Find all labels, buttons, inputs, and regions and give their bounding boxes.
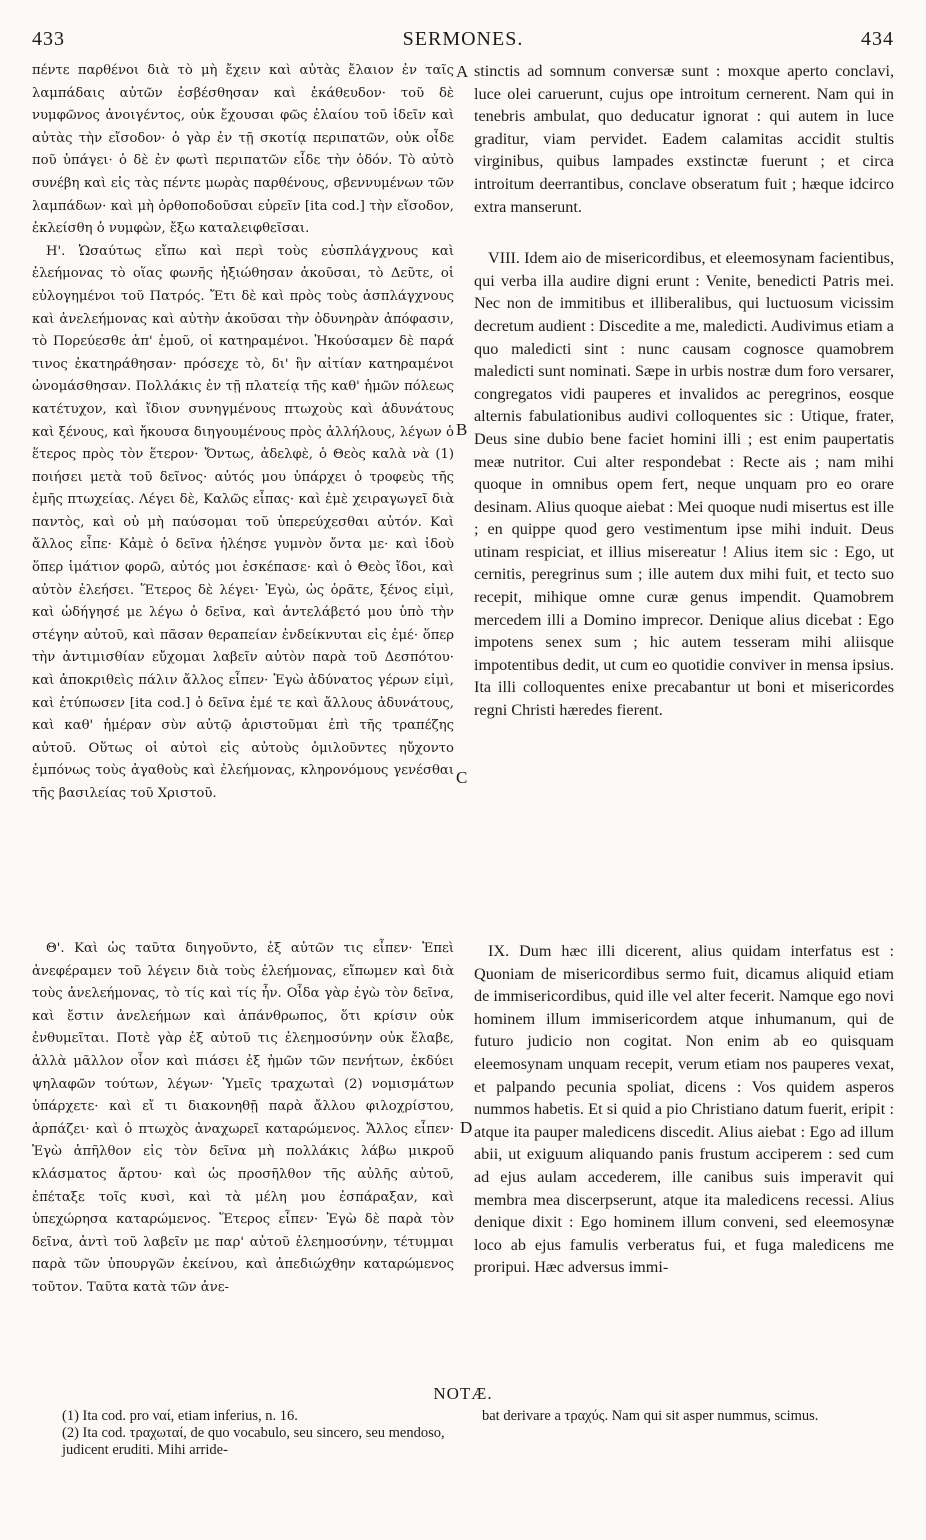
notes-title: NOTÆ. bbox=[433, 1384, 493, 1403]
margin-marker-c: C bbox=[456, 768, 468, 787]
margin-marker-b: B bbox=[456, 420, 468, 439]
right-page-number: 434 bbox=[861, 28, 894, 50]
latin-paragraph-1: stinctis ad somnum conversæ sunt : moxque aperto conclavi, luce olei caruerunt, cujus ope introitum cernerent. Nam qui in tenebris ambulat, quo deducatur ignorat : qui autem in luce graditur, viam pervidet. Eadem calamitas accidit stultis virginibus, quibus lampades exstinctæ fuerunt ; et circa introitum deerrantibus, conclave obseratum fuit ; hæque idcirco extra manserunt. bbox=[474, 62, 894, 216]
latin-paragraph-8: VIII. Idem aio de misericordibus, et eleemosynam facientibus, qui verba illa audire digni erunt : Venite, benedicti Patris mei. Nec non de immitibus et illiberalibus, qui luctuosum vicissim decretum audient : Discedite a me, maledicti. Audivimus etiam a quo maledicti sint : nunc causam cognosce quamobrem maledicti sunt nominati. Sæpe in urbis nostræ dum foro versarer, congregatos vidi pauperes et invalidos ac peregrinos, eosque alternis fabulationibus audivi colloquentes sic : Utique, frater, Deus sine dubio bene faciet homini illi ; est enim paupertatis meæ nutritor. Cui alter respondebat : Recte ais ; nam mihi quoque in omnibus opem fert, neque unquam pro eo orare desinam. Alius quoque aiebat : Mei quoque nudi misertus est ille ; en quippe quod gero vestimentum ipse mihi induit. Deus utinam respiciat, et illius misereatur ! Alius item sic : Ego, ut cernitis, peregrinus sum ; ille autem dux mihi fuit, et tecto suo recepit, mihique omne curæ genus impendit. Quamobrem mercedem illi a Domino imprecor. Denique alius dicebat : Ego impotens senex sum ; hic autem tesseram mihi aliisque impotentibus dedit, ut cum eo quotidie conviver in mensa ipsius. Ita illi colloquentes enixe precabantur ut boni et misericordes regni Christi hæredes fierent. bbox=[474, 249, 894, 720]
footnote-1: (1) Ita cod. pro ναί, etiam inferius, n. 16. bbox=[62, 1408, 298, 1424]
left-page-number: 433 bbox=[32, 28, 65, 50]
greek-paragraph-1: πέντε παρθένοι διὰ τὸ μὴ ἔχειν καὶ αὐτὰς ἔλαιον ἐν ταῖς λαμπάδαις αὐτῶν ἐσβέσθησαν καὶ ἐκάθευδον· τοῦ δὲ νυμφῶνος ἀνοιγέντος, οὐκ ἔχουσαι φῶς ἐλαίου τοῦ ἰδεῖν καὶ αὐτὰς τὴν εἴσοδον· ὁ γὰρ ἐν τῇ σκοτίᾳ περιπατῶν, οὐκ οἶδε ποῦ ὑπάγει· ὁ δὲ ἐν φωτὶ περιπατῶν εἶδε τὴν ὁδόν. Τὸ αὐτὸ συνέβη καὶ εἰς τὰς πέντε μωρὰς παρθένους, σβεννυμένων τῶν λαμπάδων· καὶ μὴ ὀρθοποδοῦσαι εὑρεῖν [ita cod.] τὴν εἴσοδον, ἐκλείσθη ὁ νυμφὼν, ἔξω καταλειφθεῖσαι. bbox=[32, 63, 454, 237]
latin-column-upper bbox=[474, 60, 894, 890]
greek-column-upper bbox=[32, 60, 454, 890]
page-header bbox=[32, 28, 894, 54]
latin-paragraph-9: IX. Dum hæc illi dicerent, alius quidam interfatus est : Quoniam de misericordibus sermo fuit, dicamus aliquid etiam de immisericordibus, quid ille vel alter fecerit. Namque ego novi hominem illum immisericordem atque inhumanum, qui de futuro judicio non cogitat. Non enim ab eo quisquam eleemosynam unquam recepit, verum etiam nos pauperes vexat, et palpando pecunia spoliat, dicens : Vos quidem asperos nummos habetis. Et si quid a pio Christiano datum fuerit, eripit : atque ita pauper maledicens discedit. Alius aiebat : Ego ad illum abii, ut exiguum aliquando panis frustum acciperem : sed cum ad ejus aulam accederem, ille canibus suis imperavit qui membra mea discerpserunt, atque ita maledicens recessi. Alius denique dixit : Ego hominem illum conveni, sed eleemosynæ loco ab ejus famulis verberatus fui, et fuga maledicens me proripui. Hæc adversus immi- bbox=[474, 942, 894, 1277]
footnote-2-continued: bat derivare a τραχύς. Nam qui sit asper nummus, scimus. bbox=[482, 1408, 819, 1424]
running-title: SERMONES. bbox=[402, 28, 524, 50]
greek-paragraph-9: Θ'. Καὶ ὡς ταῦτα διηγοῦντο, ἐξ αὐτῶν τις εἶπεν· Ἐπεὶ ἀνεφέραμεν τοῦ λέγειν διὰ τοὺς ἐλεήμονας, εἴπωμεν καὶ διὰ τοὺς ἀνελεήμονας, τὸ τίς καὶ τίς ἦν. Οἶδα γὰρ ἐγὼ τὸν δεῖνα, καὶ ἔστιν ἀνελεήμων καὶ ἀπάνθρωπος, ὅτι κρίσιν οὐκ ἐνθυμεῖται. Ποτὲ γὰρ ἐξ αὐτοῦ τις ἐλεημοσύνην οὐκ ἔλαβε, ἀλλὰ μᾶλλον οἷον καὶ πιάσει ἐξ ἡμῶν τῶν πενήτων, ἐκδύει ψηλαφῶν τούτων, λέγων· Ὑμεῖς τραχωταὶ (2) νομισμάτων ὑπάρχετε· καὶ εἴ τι διακονηθῇ παρὰ ἄλλου φιλοχρίστου, ἁρπάζει· καὶ ὁ πτωχὸς ἀναχωρεῖ καταρώμενος. Ἄλλος εἶπεν· Ἐγὼ ἀπῆλθον εἰς τὸν δεῖνα μὴ πολλάκις λάβω μικροῦ κλάσματος ἄρτου· καὶ ὡς προσῆλθον τῆς αὐλῆς αὐτοῦ, ἐπέταξε τοῖς κυσὶ, καὶ τὰ μέλη μου ἐσπάραξαν, καὶ ὑπεχώρησα καταρώμενος. Ἕτερος εἶπεν· Ἐγὼ δὲ παρὰ τὸν δεῖνα, ἀντὶ τοῦ λαβεῖν με παρ' αὐτοῦ ἐλεημοσύνην, τέτυμμαι παρὰ τῶν ὑπουργῶν ἐκείνου, καὶ ἀπεδιώχθην καταρώμενος τοῦτον. Ταῦτα κατὰ τῶν ἀνε- bbox=[32, 941, 454, 1295]
latin-column-lower bbox=[474, 940, 894, 1370]
notes-left-column bbox=[62, 1408, 462, 1459]
footnote-2: (2) Ita cod. τραχωταί, de quo vocabulo, seu sincero, seu mendoso, judicent eruditi. Mihi arride- bbox=[62, 1425, 445, 1458]
greek-column-lower bbox=[32, 938, 454, 1368]
margin-marker-d: D bbox=[460, 1118, 473, 1137]
greek-paragraph-8: Η'. Ὡσαύτως εἴπω καὶ περὶ τοὺς εὐσπλάγχνους καὶ ἐλεήμονας τὸ οἵας φωνῆς ἠξιώθησαν ἀκοῦσαι, τὸ Δεῦτε, οἱ εὐλογημένοι τοῦ Πατρός. Ἔτι δὲ καὶ πρὸς τοὺς ἀσπλάγχνους καὶ ἀνελεήμονας καὶ αὐτὴν ἀκοῦσαι τὴν ὀδυνηρὰν ἀπόφασιν, τὸ Πορεύεσθε ἀπ' ἐμοῦ, οἱ κατηραμένοι. Ἠκούσαμεν δὲ παρά τινος ἐκατηράθησαν· πρόσεχε τὸ, δι' ἣν αἰτίαν κατηραμένοι ὠνομάσθησαν. Πολλάκις ἐν τῇ πλατείᾳ τῆς καθ' ἡμῶν πόλεως κατέτυχον, καὶ ἴδιον συνηγμένους πτωχοὺς καὶ ἀδυνάτους καὶ ξένους, καὶ ἤκουσα διηγουμένους πρὸς ἀλλήλους, λέγων ὁ ἕτερος πρὸς τὸν ἕτερον· Ὄντως, ἀδελφὲ, ὁ Θεὸς καλὰ νὰ (1) ποιήσει μετὰ τοῦ δεῖνος· αὐτός μου ὑπάρχει ὁ τροφεὺς τῆς ἐμῆς πτωχείας. Λέγει δὲ, Καλῶς εἶπας· καὶ ἐμὲ χειραγωγεῖ διὰ παντὸς, καὶ οὐ μὴ παύσομαι τοῦ ὑπερεύχεσθαι αὐτόν. Καὶ ἄλλος εἶπε· Κἀμὲ ὁ δεῖνα ἠλέησε γυμνὸν ὄντα με· καὶ ἰδοὺ ὅπερ ἱμάτιον φορῶ, αὐτός μοι ἐσκέπασε· καὶ ὁ Θεὸς ἴδοι, καὶ αὐτὸν ἐλεήσει. Ἕτερος δὲ λέγει· Ἐγὼ, ὡς ὁρᾶτε, ξένος εἰμὶ, καὶ ὡδήγησέ με λέγω ὁ δεῖνα, καὶ ἀντελάβετό μου ὑπὸ τὴν στέγην αὐτοῦ, καὶ πᾶσαν θεραπείαν ἐνδείκνυται εἰς ἐμέ· ὅπερ τὴν ἀντιμισθίαν εὔχομαι λαβεῖν αὐτὸν παρὰ τοῦ Δεσπότου· καὶ ἀποκριθεὶς πάλιν ἄλλος εἶπεν· Ἐγὼ ἀδύνατος γέρων εἰμὶ, καὶ ἐτύπωσεν [ita cod.] ὁ δεῖνα ἐμέ τε καὶ ἄλλους ἀδυνάτους, καὶ καθ' ἡμέραν σὺν αὐτῷ ἀριστοῦμαι ἐπὶ τῆς τραπέζης αὐτοῦ. Οὕτως οἱ αὐτοὶ εἰς αὐτοὺς ὁμιλοῦντες ηὔχοντο ἐμπόνως τοὺς ἀγαθοὺς καὶ ἐλεήμονας, κληρονόμους γενέσθαι τῆς βασιλείας τοῦ Χριστοῦ. bbox=[32, 243, 454, 801]
margin-marker-a: A bbox=[456, 62, 469, 81]
notes-right-column bbox=[482, 1408, 894, 1425]
